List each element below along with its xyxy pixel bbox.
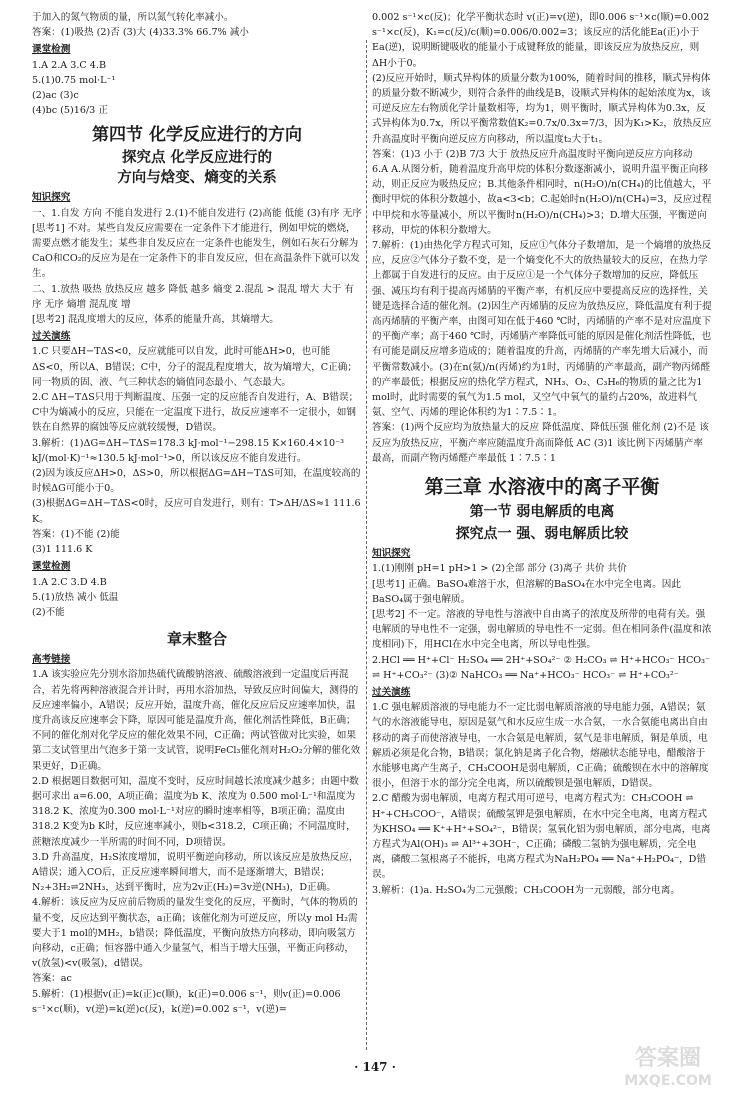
heading-class-test: 课堂检测	[32, 561, 71, 573]
section-title: 第四节 化学反应进行的方向	[92, 125, 302, 146]
summary-title: 章末整合	[166, 630, 227, 649]
paragraph: [思考1] 不对。某些自发反应需要在一定条件下才能进行，例如甲烷的燃烧，需要点燃才能发生；某些非自发反应在一定条件也能发生，例如石灰石分解为CaO和CO₂的反应为是在一定条件下的非自发反应，但在高温条件下就可以发生。	[32, 222, 360, 280]
answer-line: (4)bc (5)16/3 正	[32, 105, 108, 117]
paragraph: 答案：(1)不能 (2)能	[32, 528, 120, 540]
heading-knowledge: 知识探究	[372, 548, 411, 560]
paragraph: 1.C 只要ΔH−TΔS<0，反应就能可以自发，此时可能ΔH>0，也可能ΔS<0，所以A、B错误；C中，分子的混乱程度增大，故为熵增大，C正确；同一物质的固、液、气三种状态的熵值同态最小、气态最大。	[32, 346, 357, 388]
paragraph: 答案：(1)3 小于 (2)B 7/3 大于 放热反应升高温度时平衡向逆反应方向移动	[372, 148, 693, 160]
svg-text:答案圈: 答案圈	[634, 1046, 702, 1071]
paragraph: 二、1.放热 吸热 放热反应 越多 降低 越多 熵变 2.混乱 > 混乱 增大 大于 有序 无序 熵增 混乱度 增	[32, 283, 354, 310]
answer-line: (2)ac (3)c	[32, 90, 79, 102]
paragraph: 6.A A.从图分析，随着温度升高甲烷的体积分数逐渐减小，说明升温平衡正向移动，则正反应为吸热反应；B.其他条件相同时，n(H₂O)/n(CH₄)的比值越大，平衡时甲烷的体积分数越小，故a<3<b；C.起始时n(H₂O)/n(CH₄)=3，反应过程中甲烷和水等量减小，所以平衡时n(H₂O)/n(CH₄)>3；D.增大压强，平衡逆向移动，甲烷的体积分数增大。	[372, 164, 712, 236]
heading-knowledge: 知识探究	[32, 192, 71, 204]
answer-line: 1.A 2.C 3.D 4.B	[32, 576, 107, 588]
paragraph: 2.C 醋酸为弱电解质，电离方程式用可逆号，电离方程式为：CH₃COOH ⇌ H⁺+CH₃COO⁻，A错误；硫酸氢钾是强电解质，在水中完全电离，电离方程式为KHSO₄ ══ K⁺+H⁺+SO₄²⁻，B错误；氢氧化铝为弱电解质，部分电离，电离方程式为Al(OH)₃ ⇌ Al³⁺+3OH⁻，C正确；磷酸二氢钠为强电解质，完全电离，磷酸二氢根离子不能拆，电离方程式为NaH₂PO₄ ══ Na⁺+H₂PO₄⁻，D错误。	[372, 793, 711, 881]
text-line: 答案：(1)吸热 (2)否 (3)大 (4)33.3% 66.7% 减小	[32, 27, 249, 39]
paragraph: 0.002 s⁻¹×c(反)；化学平衡状态时 v(正)=v(逆)，即0.006 s⁻¹×c(顺)=0.002 s⁻¹×c(反)，K₁=c(反)/c(顺)=0.006/0.002=3；该反应的活化能Ea(正)小于Ea(逆)，说明断键吸收的能量小于成键释放的能量，即该反应为放热反应，则ΔH小于0。	[372, 12, 710, 69]
paragraph: 2.HCl ══ H⁺+Cl⁻ H₂SO₄ ══ 2H⁺+SO₄²⁻ ② H₂CO₃ ⇌ H⁺+HCO₃⁻ HCO₃⁻ ⇌ H⁺+CO₃²⁻ (3)② NaHCO₃ ══ Na⁺+HCO₃⁻ HCO₃⁻ ⇌ H⁺+CO₃²⁻	[372, 654, 711, 681]
explore-title: 探究点 化学反应进行的	[121, 150, 273, 167]
paragraph: 答案：(1)两个反应均为放热量大的反应 降低温度、降低压强 催化剂 (2)不是 该反应为放热反应，平衡产率应随温度升高而降低 AC (3)1 该比例下丙烯腈产率最高，而副产物丙烯醛产率最低 1∶7.5∶1	[372, 422, 709, 464]
paragraph: 3.解析：(1)a. H₂SO₄为二元强酸；CH₃COOH为一元弱酸，部分电离。	[372, 884, 680, 896]
paragraph: 3.解析：(1)ΔG=ΔH−TΔS=178.3 kJ·mol⁻¹−298.15 K×160.4×10⁻³ kJ/(mol·K)⁻¹≈130.5 kJ·mol⁻¹>0，所以该反应不能自发进行。	[32, 437, 344, 464]
heading-class-test: 课堂检测	[32, 44, 71, 56]
paragraph: [思考1] 正确。BaSO₄难溶于水，但溶解的BaSO₄在水中完全电离。因此BaSO₄属于强电解质。	[372, 578, 681, 605]
paragraph: 3.D 升高温度，H₂S浓度增加，说明平衡逆向移动，所以该反应是放热反应，A错误；通入CO后，正反应速率瞬间增大，而不是逐渐增大，B错误；N₂+3H₂⇌2NH₃，达到平衡时，应为2v正(H₂)=3v逆(NH₃)，D正确。	[32, 851, 359, 894]
paragraph: 一、1.自发 方向 不能自发进行 2.(1)不能自发进行 (2)高能 低能 (3)有序 无序	[32, 207, 362, 219]
paragraph: 2.C ΔH−TΔS只用于判断温度、压强一定的反应能否自发进行，A、B错误；C中为熵减小的反应，只能在一定温度下进行，故反应速率不一定很小，如钢铁在自然界的腐蚀等反应就较缓慢，D错误。	[32, 392, 359, 434]
answer-line: 1.A 2.A 3.C 4.B	[32, 59, 107, 71]
svg-text:MXQE.COM: MXQE.COM	[624, 1073, 712, 1089]
paragraph: 1.A 该实验应先分别水浴加热硫代硫酸钠溶液、硫酸溶液到一定温度后再混合，若先将两种溶液混合并计时，再用水浴加热，导致反应时间偏大，测得的反应速率偏小，A错误；反应开始，温度升高，催化反应后反应速率加快，温度升高该反应速率会下降，原因可能是温度升高，催化剂活性降低，B正确；不同的催化剂对化学反应的催化效果不同，C正确；两试管做对比实验，如果第二支试管里出气泡多于第一支试管，说明FeCl₃催化剂对H₂O₂分解的催化效果更好，D正确。	[32, 669, 361, 772]
paragraph: [思考2] 不一定。溶液的导电性与溶液中自由离子的浓度及所带的电荷有关。强电解质的导电性不一定强，弱电解质的导电性不一定弱。但在相同条件(温度和浓度相同)下，用HCl在水中完全电离，所以导电性强。	[372, 608, 712, 651]
paragraph: 2.D 根据题目数据可知，温度不变时，反应时间越长浓度减少越多；由题中数据可求出 a=6.00，A项正确；温度为b K、浓度为 0.500 mol·L⁻¹和温度为318.2 K、浓度为0.300 mol·L⁻¹对应的瞬时速率相等，B项正确；温度由318.2 K变为b K时，反应速率减小，则b<318.2，C项正确；不同温度时，蔗糖浓度减少一半所需的时间不同，D项错误。	[32, 775, 359, 848]
left-column	[32, 10, 362, 1017]
answer-line: 5.(1)放热 减小 低温	[32, 591, 119, 603]
page-number: · 147 ·	[354, 1060, 396, 1074]
paragraph: (2)反应开始时，顺式异构体的质量分数为100%，随着时间的推移，顺式异构体的质量分数不断减少，则符合条件的曲线是B，设顺式异构体的起始浓度为x，该可逆反应左右物质化学计量数相等，均为1，则平衡时，顺式异构体为0.3x，反式异构体为0.7x，所以平衡常数值K₂=0.7x/0.3x=7/3，因为K₁>K₂，放热反应升高温度时平衡向逆反应方向移动，所以温度t₂大于t₁。	[372, 72, 712, 145]
answer-line: (2)不能	[32, 606, 65, 618]
column-divider	[366, 40, 367, 1050]
paragraph: (3)1 111.6 K	[32, 544, 93, 556]
answer-line: 5.(1)0.75 mol·L⁻¹	[32, 74, 116, 86]
paragraph: (3)根据ΔG=ΔH−TΔS<0时，反应可自发进行，则有：T>ΔH/ΔS≈1 111.6 K。	[32, 498, 361, 525]
paragraph: 答案：ac	[32, 973, 72, 985]
heading-drill: 过关演练	[372, 686, 411, 698]
text-line: 于加入的氮气物质的量，所以氮气转化率减小。	[32, 12, 234, 23]
paragraph: (2)因为该反应ΔH>0，ΔS>0，所以根据ΔG=ΔH−TΔS可知，在温度较高的时候ΔG可能小于0。	[32, 468, 361, 495]
paragraph: [思考2] 混乱度增大的反应，体系的能量升高，其熵增大。	[32, 314, 279, 326]
section-title: 第一节 弱电解质的电离	[469, 504, 615, 521]
chapter-title: 第三章 水溶液中的离子平衡	[424, 476, 660, 499]
paragraph: 5.解析：(1)根据v(正)=k(正)c(顺)，k(正)=0.006 s⁻¹，则v(正)=0.006 s⁻¹×c(顺)，v(逆)=k(逆)c(反)，k(逆)=0.002 s⁻¹，v(逆)=	[32, 988, 341, 1015]
paragraph: 7.解析：(1)由热化学方程式可知，反应①气体分子数增加，是一个熵增的放热反应，反应②气体分子数不变，是一个熵变化不大的放热量较大的反应，在热力学上都属于自发进行的反应。由于反应①是一个气体分子数增加的反应，降低压强、减压均有利于提高丙烯腈的平衡产率，有机反应中要提高反应的选择性，关键是选择合适的催化剂。(2)因生产丙烯腈的反应为放热反应，降低温度有利于提高丙烯腈的平衡产率，由图可知在低于460 ℃时，丙烯腈的产率不是对应温度下的平衡产率；高于460 ℃时，丙烯腈产率降低可能的原因是催化剂活性降低，也有可能是副反应增多造成的；随着温度的升高，丙烯腈的产率先增大后减小，而平衡常数减小。(3)在n(氨)/n(丙烯)约为1时，丙烯腈的产率最高，副产物丙烯醛的产率最低；根据反应的热化学方程式，NH₃、O₂、C₃H₆的物质的量之比为1 mol时，此时需要的氧气为1.5 mol，又空气中氧气的量约占20%，故进料气氨、空气、丙烯的理论体积约为1∶7.5∶1。	[372, 240, 712, 419]
paragraph: 4.解析：该反应为反应前后物质的量发生变化的反应，平衡时，气体的物质的量不变，反应达到平衡状态，a正确；该催化剂为可逆反应，所以y mol H₂需要大于1 mol的MH₂，b错误；降低温度，平衡向放热方向移动，即向吸氢方向移动，c正确；恒容器中通入少量氢气，相当于增大压强，平衡正向移动，v(放氢)<v(吸氢)，d错误。	[32, 897, 358, 970]
heading-gaokao: 高考链接	[32, 654, 71, 666]
explore-title: 方向与焓变、熵变的关系	[117, 170, 277, 187]
heading-drill: 过关演练	[32, 331, 71, 343]
paragraph: 1.C 强电解质溶液的导电能力不一定比弱电解质溶液的导电能力强，A错误；氨气的水溶液能导电，原因是氨气和水反应生成一水合氨，一水合氨能电离出自由移动的离子而使溶液导电，一水合氨是电解质，氨气是非电解质，铜是单质，电解质必须是化合物，B错误；氯化钠是离子化合物，熔融状态能导电，醋酸溶于水能够电离产生离子，CH₃COOH是弱电解质，C正确；硫酸钡在水中的溶解度很小，但溶于水的部分完全电离，所以硫酸钡是强电解质，D错误。	[372, 702, 709, 790]
explore-title: 探究点一 强、弱电解质比较	[455, 526, 629, 543]
paragraph: 1.(1)刚刚 pH=1 pH>1 > (2)全部 部分 (3)离子 共价 共价	[372, 563, 627, 575]
right-column	[372, 10, 712, 898]
watermark-logo	[598, 1035, 738, 1091]
